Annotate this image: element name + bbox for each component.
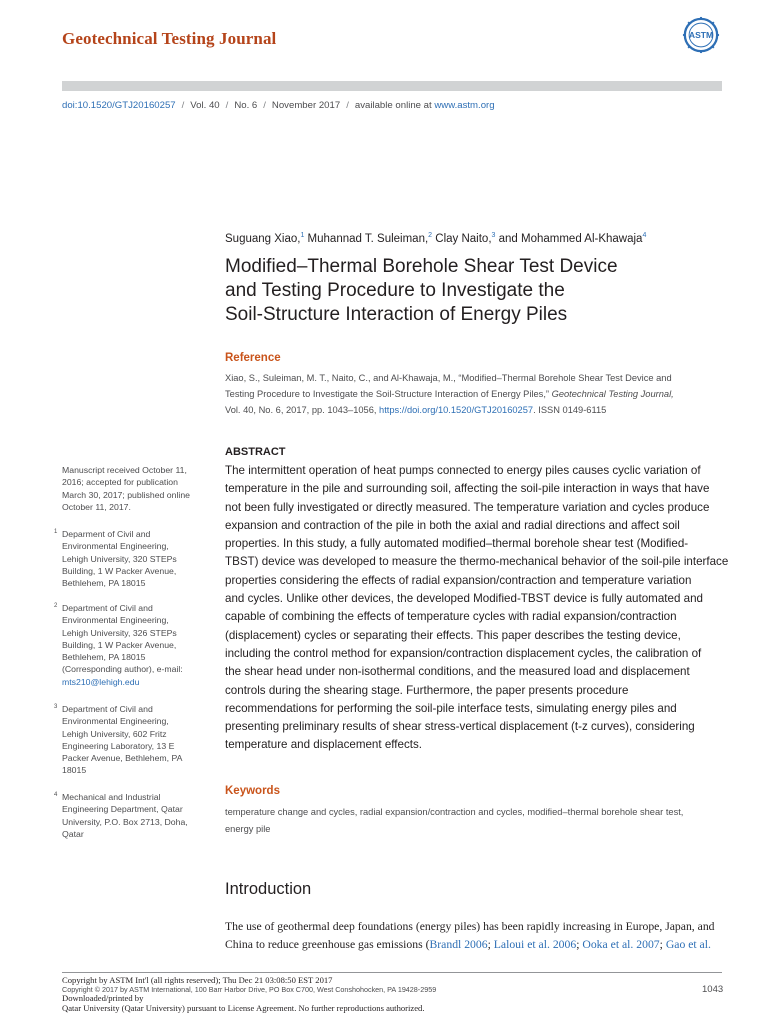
separator: / <box>225 100 229 111</box>
affiliation-number: 4 <box>54 792 58 798</box>
astm-site-link[interactable]: www.astm.org <box>434 100 495 111</box>
citation-meta-line <box>62 100 495 111</box>
affiliation-line: Department of Civil and <box>62 603 153 613</box>
intro-line <box>225 936 723 954</box>
affiliation-line: Bethlehem, PA 18015 <box>62 652 146 663</box>
affiliation-4 <box>54 791 197 840</box>
affiliation-number: 2 <box>54 603 58 609</box>
citation-separator: ; <box>487 937 494 951</box>
affiliation-line: Mechanical and Industrial <box>62 792 161 802</box>
affiliation-line: Engineering Laboratory, 13 E <box>62 740 175 751</box>
abstract-line: controls during the shearing stage. Furthermore, the paper presents procedure <box>225 683 629 697</box>
separator: / <box>181 100 185 111</box>
intro-line: The use of geothermal deep foundations (energy piles) has been rapidly increasing in Europe, Japan, and <box>225 920 715 933</box>
doi-link[interactable]: doi:10.1520/GTJ20160257 <box>62 100 176 111</box>
affiliation-line: 18015 <box>62 765 87 776</box>
manuscript-line: March 30, 2017; published online <box>62 489 190 500</box>
abstract-line: expansion and contraction of the pile in both the axial and radial directions and affect soil <box>225 518 680 532</box>
reference-issn: . ISSN 0149-6115 <box>533 405 607 415</box>
citation-separator: ; <box>576 937 583 951</box>
affiliation-line: Deparment of Civil and <box>62 529 151 539</box>
affiliation-number: 1 <box>54 529 58 535</box>
abstract-line: recommendations for performing the soil-pile interface tests, simulating energy piles and <box>225 701 677 715</box>
keywords-list <box>225 804 725 838</box>
abstract-line: temperature and displacement effects. <box>225 738 422 752</box>
title-line: Modified–Thermal Borehole Shear Test Device <box>225 256 618 277</box>
citation-link[interactable]: Laloui et al. 2006 <box>493 937 577 951</box>
author-name: Muhannad T. Suleiman, <box>304 232 429 245</box>
introduction-body <box>225 918 723 953</box>
manuscript-history <box>62 464 197 513</box>
title-line: and Testing Procedure to Investigate the <box>225 280 565 301</box>
reference-journal: Geotechnical Testing Journal, <box>551 389 674 399</box>
title-line: Soil-Structure Interaction of Energy Piles <box>225 304 568 325</box>
affiliation-line: (Corresponding author), e-mail: <box>62 664 183 675</box>
reference-heading: Reference <box>225 352 281 364</box>
affiliation-line: Qatar <box>62 828 84 839</box>
affiliation-number: 3 <box>54 704 58 710</box>
author-affiliation-mark: 3 <box>491 232 496 239</box>
page-number: 1043 <box>702 984 724 995</box>
abstract-body <box>225 462 729 755</box>
manuscript-line: Manuscript received October 11, <box>62 465 187 475</box>
separator: / <box>263 100 266 111</box>
citation-separator: ; <box>659 937 666 951</box>
citation-link[interactable]: Ooka et al. 2007 <box>582 937 660 951</box>
abstract-line: presenting preliminary results of shear stress-vertical displacement (t-z curves), considering <box>225 720 695 734</box>
abstract-line: temperature in the pile and surrounding soil, affecting the soil-pile interaction in ways that have <box>225 482 710 496</box>
affiliation-line: Building, 1 W Packer Avenue, <box>62 639 177 650</box>
astm-logo-icon <box>682 16 720 54</box>
citation-link[interactable]: Brandl 2006 <box>429 937 488 951</box>
author-affiliation-mark: 4 <box>642 232 647 239</box>
footer-downloaded-by: Downloaded/printed by <box>62 993 144 1003</box>
citation-link[interactable]: Gao et al. <box>665 937 711 951</box>
affiliation-1 <box>54 528 197 589</box>
keywords-heading: Keywords <box>225 785 280 797</box>
journal-title: Geotechnical Testing Journal <box>62 29 277 48</box>
abstract-line: (displacement) cycles or separating their effects. This paper describes the testing device, <box>225 628 681 642</box>
affiliation-line: Environmental Engineering, <box>62 541 169 552</box>
author-name: and Mohammed Al-Khawaja <box>495 232 643 245</box>
reference-text: Vol. 40, No. 6, 2017, pp. 1043–1056, <box>225 405 380 415</box>
affiliation-line: Engineering Department, Qatar <box>62 804 183 815</box>
volume: Vol. 40 <box>190 100 220 111</box>
affiliation-line: Packer Avenue, Bethlehem, PA <box>62 753 183 764</box>
abstract-line: The intermittent operation of heat pumps connected to energy piles causes cyclic variation of <box>225 464 701 477</box>
introduction-heading: Introduction <box>225 880 312 898</box>
manuscript-line: October 11, 2017. <box>62 501 131 512</box>
affiliation-line: University, P.O. Box 2713, Doha, <box>62 816 188 827</box>
abstract-line: capable of combining the effects of temperature cycles with radial expansion/contraction <box>225 610 677 624</box>
author-affiliation-mark: 2 <box>428 232 433 239</box>
footer-divider <box>62 972 722 973</box>
abstract-line: properties. In this study, a fully automated modified–thermal borehole shear test (Modified- <box>225 537 689 551</box>
affiliation-2 <box>54 602 197 688</box>
reference-line <box>225 386 725 402</box>
reference-line <box>225 402 725 418</box>
author-name: Suguang Xiao, <box>225 232 301 245</box>
author-list <box>225 232 646 245</box>
abstract-line: properties considering the effects of radial expansion/contraction and temperature variation <box>225 573 692 587</box>
corresponding-email-link[interactable]: mts210@lehigh.edu <box>62 676 140 687</box>
astm-logo-text: ASTM <box>688 30 714 41</box>
reference-line: Xiao, S., Suleiman, M. T., Naito, C., and Al-Khawaja, M., “Modified–Thermal Borehole Shear Test Device and <box>225 373 672 383</box>
separator: / <box>346 100 349 111</box>
intro-text: China to reduce greenhouse gas emissions ( <box>225 937 430 951</box>
available-online-label: available online at <box>354 100 435 111</box>
issue: No. 6 <box>234 100 258 111</box>
footer-license-notice: Qatar University (Qatar University) pursuant to License Agreement. No further reproductions authorized. <box>62 1003 425 1013</box>
abstract-line: TBST) device was developed to measure the thermo-mechanical behavior of the soil-pile interface <box>225 555 729 569</box>
author-name: Clay Naito, <box>432 232 492 245</box>
footer-publisher-copyright: Copyright © 2017 by ASTM International, 100 Barr Harbor Drive, PO Box C700, West Conshohocken, PA 19428-2959 <box>62 985 437 994</box>
abstract-line: including the control method for expansion/contraction displacement cycles, the calibration of <box>225 646 702 660</box>
abstract-line: and cycles. Unlike other devices, the developed Modified-TBST device is fully automated and <box>225 592 703 606</box>
keywords-line: energy pile <box>225 824 271 834</box>
abstract-line: not been fully investigated or directly measured. The temperature variation and cycles produce <box>225 500 710 514</box>
reference-doi-link[interactable]: https://doi.org/10.1520/GTJ20160257 <box>379 405 534 415</box>
affiliation-line: Department of Civil and <box>62 704 153 714</box>
reference-citation <box>225 370 725 418</box>
affiliation-line: Environmental Engineering, <box>62 716 169 727</box>
manuscript-line: 2016; accepted for publication <box>62 477 178 488</box>
affiliation-line: Lehigh University, 320 STEPs <box>62 553 177 564</box>
reference-text: Testing Procedure to Investigate the Soil-Structure Interaction of Energy Piles,” <box>225 389 552 399</box>
abstract-heading: ABSTRACT <box>225 446 286 458</box>
affiliation-line: Bethlehem, PA 18015 <box>62 578 146 589</box>
abstract-line: the shear head under non-isothermal conditions, and the measured load and displacement <box>225 665 690 679</box>
header-divider-bar <box>62 81 722 91</box>
affiliation-line: Lehigh University, 326 STEPs <box>62 627 177 638</box>
keywords-line: temperature change and cycles, radial expansion/contraction and cycles, modified–thermal borehole shear test, <box>225 807 684 817</box>
author-affiliation-mark: 1 <box>300 232 305 239</box>
affiliation-line: Lehigh University, 602 Fritz <box>62 728 167 739</box>
publication-date: November 2017 <box>271 100 341 111</box>
paper-title <box>225 255 725 327</box>
footer-copyright-stamp: Copyright by ASTM Int'l (all rights reserved); Thu Dec 21 03:08:50 EST 2017 <box>62 975 333 985</box>
affiliation-3 <box>54 703 197 777</box>
affiliation-line: Environmental Engineering, <box>62 615 169 626</box>
affiliation-line: Building, 1 W Packer Avenue, <box>62 565 177 576</box>
